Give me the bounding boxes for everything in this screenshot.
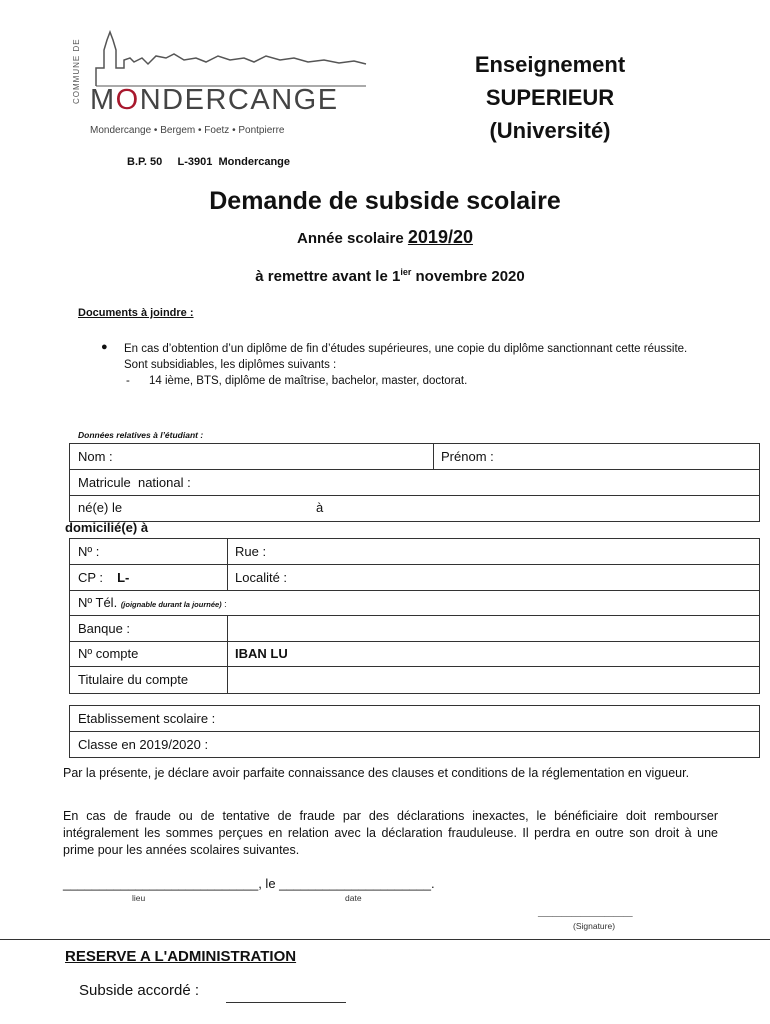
nom-field[interactable]: Nom : xyxy=(78,449,113,464)
deadline: à remettre avant le $1^{ier}$ novembre 2020 xyxy=(255,267,525,285)
documents-item-3: - 14 ième, BTS, diplôme de maîtrise, bachelor, master, doctorat. xyxy=(126,375,468,387)
prenom-field[interactable]: Prénom : xyxy=(441,449,494,464)
compte-label: Nº compte xyxy=(78,646,139,661)
admin-heading: RESERVE A L'ADMINISTRATION xyxy=(65,948,297,965)
documents-item-1: En cas d’obtention d’un diplôme de fin d’études supérieures, une copie du diplôme sanctionnant cette réussite. xyxy=(124,343,688,355)
domicile-table xyxy=(69,538,760,694)
declaration-text: Par la présente, je déclare avoir parfaite connaissance des clauses et conditions de la réglementation en vigueur. xyxy=(63,766,690,780)
student-table xyxy=(69,443,760,522)
header-right xyxy=(450,48,650,147)
numero-field[interactable]: Nº : xyxy=(78,544,100,559)
documents-item-2: Sont subsidiables, les diplômes suivants : xyxy=(124,359,337,371)
header-line-2: SUPERIEUR xyxy=(485,85,615,110)
commune-logo xyxy=(0,0,400,150)
signature-label: (Signature) xyxy=(573,921,616,931)
birthplace-field[interactable]: à xyxy=(316,500,324,515)
postal-address: B.P. 50 L-3901 Mondercange xyxy=(127,156,291,168)
banque-field[interactable]: Banque : xyxy=(78,621,131,636)
lieu-date-line[interactable]: ___________________________, le _____________________. xyxy=(63,876,435,891)
localite-field[interactable]: Localité : xyxy=(235,570,288,585)
documents-heading: Documents à joindre : xyxy=(78,307,194,319)
date-label: date xyxy=(345,893,362,903)
bullet-icon: ● xyxy=(101,341,108,353)
lieu-label: lieu xyxy=(132,893,146,903)
student-data-label: Données relatives à l’étudiant : xyxy=(78,430,204,440)
classe-field[interactable]: Classe en 2019/2020 : xyxy=(78,737,209,752)
logo-commune-text: COMMUNE DE xyxy=(72,38,81,104)
etablissement-field[interactable]: Etablissement scolaire : xyxy=(78,711,216,726)
header-line-3: (Université) xyxy=(489,118,611,143)
school-year: Année scolaire 2019/20 xyxy=(297,227,473,247)
subside-label: Subside accordé : xyxy=(79,982,200,999)
documents-list xyxy=(124,341,724,389)
telephone-field[interactable]: Nº Tél. (joignable durant la journée) : xyxy=(78,595,227,610)
school-table xyxy=(69,705,760,758)
header-line-1: Enseignement xyxy=(474,52,626,77)
domicile-label: domicilié(e) à xyxy=(65,520,149,535)
rue-field[interactable]: Rue : xyxy=(235,544,267,559)
iban-field[interactable]: IBAN LU xyxy=(235,646,288,661)
titulaire-field[interactable]: Titulaire du compte xyxy=(78,672,189,687)
matricule-field[interactable]: Matricule national : xyxy=(78,475,191,490)
signature-line[interactable]: ____________________ xyxy=(538,907,633,917)
birthdate-field[interactable]: né(e) le xyxy=(78,500,123,515)
castle-skyline-icon xyxy=(94,28,369,88)
subside-input-line[interactable] xyxy=(226,1002,346,1003)
page-title: Demande de subside scolaire xyxy=(209,187,561,215)
fraude-text: En cas de fraude ou de tentative de fraude par des déclarations inexactes, le bénéficiaire doit rembourser intégralement les sommes perçues en relation avec la déclaration frauduleuse. Il perdra en outre son droit à une prime pour les années scolaires suivantes. xyxy=(63,809,718,857)
logo-name: MONDERCANGE xyxy=(90,84,339,116)
logo-towns: Mondercange • Bergem • Foetz • Pontpierre xyxy=(90,125,285,136)
cp-field[interactable]: CP : L- xyxy=(78,570,130,585)
separator-line xyxy=(0,939,770,940)
